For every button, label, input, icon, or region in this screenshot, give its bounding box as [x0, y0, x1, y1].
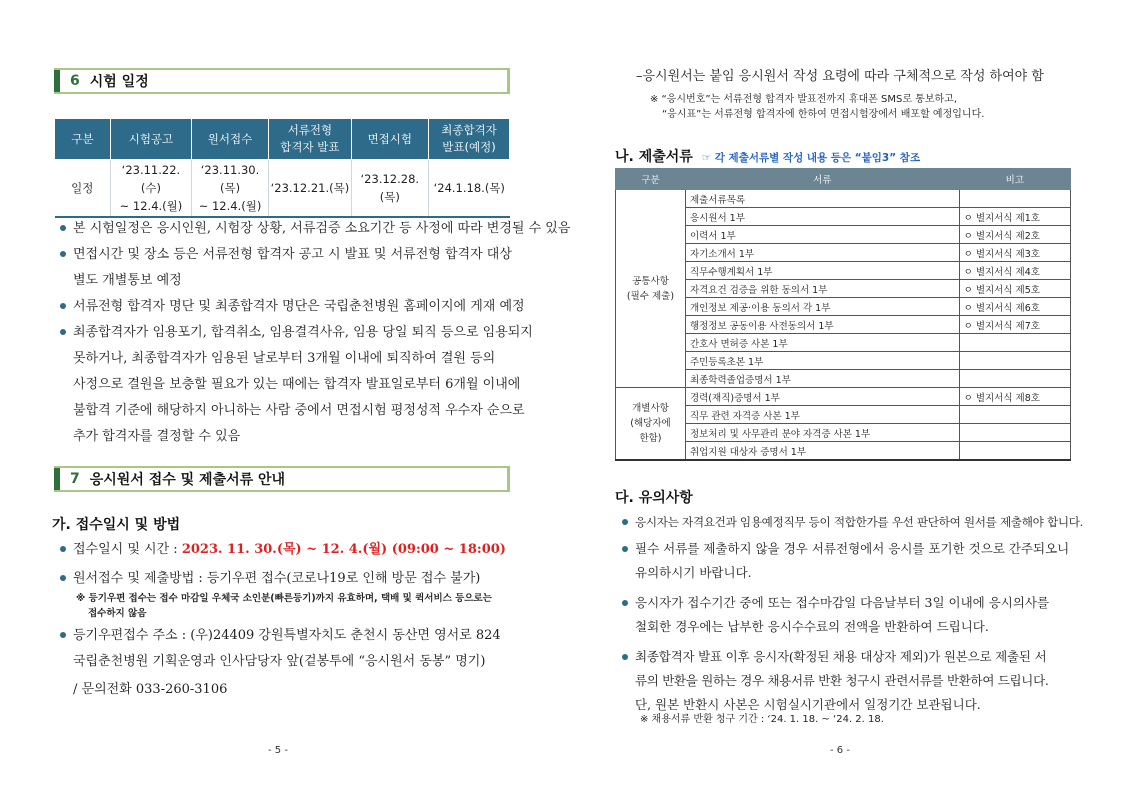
attachment-reference: ☞ 각 제출서류별 작성 내용 등은 “붙임3” 참조: [701, 152, 921, 164]
document-note: ㅇ 별지서식 제2호: [959, 226, 1070, 244]
address-info: 등기우편접수 주소 : (우)24409 강원특별자치도 춘천시 동산면 영서로 824 국립춘천병원 기획운영과 인사담당자 앞(겉봉투에 “응시원서 동봉” 명기) / 문의전화 033-260-3106: [60, 623, 520, 703]
document-note: [959, 190, 1070, 208]
document-note: ㅇ 별지서식 제4호: [959, 262, 1070, 280]
section-number: 6: [70, 73, 80, 89]
list-item: 필수 서류를 제출하지 않을 경우 서류전형에서 응시를 포기한 것으로 간주되오니: [622, 537, 1077, 561]
contact-phone: / 문의전화 033-260-3106: [73, 682, 228, 697]
document-note: ㅇ 별지서식 제1호: [959, 208, 1070, 226]
receipt-info: [60, 537, 520, 592]
documents-header: 구분: [616, 169, 686, 190]
list-item: 최종합격자 발표 이후 응시자(확정된 채용 대상자 제외)가 원본으로 제출된 서: [622, 645, 1077, 669]
list-item: 응시자가 접수기간 중에 또는 접수마감일 다음날부터 3일 이내에 응시의사를: [622, 591, 1077, 615]
document-note: [959, 442, 1070, 461]
document-name: 제출서류목록: [685, 190, 959, 208]
subheading-na: 나. 제출서류 ☞ 각 제출서류별 작성 내용 등은 “붙임3” 참조: [615, 149, 921, 165]
bullet-icon: [622, 546, 628, 552]
bullet-icon: [60, 575, 66, 581]
subheading-da: 다. 유의사항: [615, 490, 693, 506]
document-name: 이력서 1부: [685, 226, 959, 244]
document-name: 자기소개서 1부: [685, 244, 959, 262]
schedule-notes: 본 시험일정은 응시인원, 시험장 상황, 서류검증 소요기간 등 사정에 따라 변경될 수 있음 면접시간 및 장소 등은 서류전형 합격자 공고 시 발표 및 서류전형 합격자 대상 별도 개별통보 예정 서류전형 합격자 명단 및 최종합격자 명단은 국립춘천병원 홈페이지에 게재 예정 최종합격자가 임용포기, 합격취소, 임용결격사유, 임용 당일 퇴직 등으로 임용되지 못하거나, 최종합격자가 임용된 날로부터 3개월 이내에 퇴직하여 결원 등의 사정으로 결원을 보충할 필요가 있는 때에는 합격자 발표일로부터 6개월 이내에 불합격 기준에 해당하지 아니하는 사람 중에서 면접시험 평정성적 우수자 순으로 추가 합격자를 결정할 수 있음: [60, 216, 512, 450]
bullet-icon: [622, 654, 628, 660]
section-title: 응시원서 접수 및 제출서류 안내: [89, 472, 286, 488]
section-6-heading: [54, 68, 510, 94]
section-accent: [54, 468, 60, 490]
document-note: [959, 424, 1070, 442]
schedule-cell: ‘23.11.30.(목) ~ 12.4.(월): [191, 160, 268, 218]
section-accent: [54, 70, 60, 92]
list-item: 등기우편접수 주소 : (우)24409 강원특별자치도 춘천시 동산면 영서로 824: [60, 623, 520, 649]
list-item: 응시자는 자격요건과 임용예정직무 등이 적합한가를 우선 판단하여 원서를 제출해야 합니다.: [622, 510, 1077, 534]
document-note: [959, 370, 1070, 388]
return-period-note: ※ 채용서류 반환 청구 기간 : ‘24. 1. 18. ~ ‘24. 2. 18.: [640, 714, 884, 725]
list-item: 본 시험일정은 응시인원, 시험장 상황, 서류검증 소요기간 등 사정에 따라 변경될 수 있음: [60, 216, 512, 242]
section-title: 시험 일정: [89, 74, 149, 90]
document-group: 개별사항 (해당자에 한함): [616, 388, 686, 461]
section-7-heading: [54, 466, 510, 492]
document-note: ㅇ 별지서식 제5호: [959, 280, 1070, 298]
table-row: [616, 190, 1071, 208]
schedule-row: [55, 160, 510, 218]
schedule-cell: ‘23.12.28.(목): [351, 160, 428, 218]
document-name: 최종학력졸업증명서 1부: [685, 370, 959, 388]
cautions-list: 응시자는 자격요건과 임용예정직무 등이 적합한가를 우선 판단하여 원서를 제출해야 합니다. 필수 서류를 제출하지 않을 경우 서류전형에서 응시를 포기한 것으로 간주되오니 유의하시기 바랍니다. 응시자가 접수기간 중에 또는 접수마감일 다음날부터 3일 이내에 응시의사를 철회한 경우에는 납부한 응시수수료의 전액을 반환하여 드립니다. 최종합격자 발표 이후 응시자(확정된 채용 대상자 제외)가 원본으로 제출된 서 류의 반환을 원하는 경우 채용서류 반환 청구시 관련서류를 반환하여 드립니다. 단, 원본 반환시 사본은 시험실시기관에서 일정기간 보관됩니다.: [622, 510, 1077, 717]
list-item: 최종합격자가 임용포기, 합격취소, 임용결격사유, 임용 당일 퇴직 등으로 임용되지: [60, 320, 512, 346]
section-number: 7: [70, 471, 80, 487]
document-name: 개인정보 제공·이용 동의서 각 1부: [685, 298, 959, 316]
list-item: 서류전형 합격자 명단 및 최종합격자 명단은 국립춘천병원 홈페이지에 게재 예정: [60, 294, 512, 320]
documents-table: [615, 168, 1071, 461]
bullet-icon: [622, 600, 628, 606]
form-instruction-notes: ※ “응시번호”는 서류전형 합격자 발표전까지 휴대폰 SMS로 통보하고, “응시표”는 서류전형 합격자에 한하여 면접시험장에서 배포할 예정입니다.: [650, 94, 985, 120]
bullet-icon: [60, 251, 66, 257]
schedule-header: 면접시험: [351, 119, 428, 160]
document-name: 간호사 면허증 사본 1부: [685, 334, 959, 352]
subheading-ga: 가. 접수일시 및 방법: [52, 517, 181, 533]
document-note: ㅇ 별지서식 제8호: [959, 388, 1070, 406]
schedule-header: 원서접수: [191, 119, 268, 160]
page-number: - 6 -: [830, 745, 850, 756]
document-name: 주민등록초본 1부: [685, 352, 959, 370]
document-name: 행정정보 공동이용 사전동의서 1부: [685, 316, 959, 334]
document-name: 정보처리 및 사무관리 분야 자격증 사본 1부: [685, 424, 959, 442]
document-name: 경력(재직)증명서 1부: [685, 388, 959, 406]
bullet-icon: [60, 329, 66, 335]
schedule-cell: ‘24.1.18.(목): [429, 160, 510, 218]
document-note: ㅇ 별지서식 제6호: [959, 298, 1070, 316]
schedule-header: 시험공고: [111, 119, 192, 160]
document-name: 직무수행계획서 1부: [685, 262, 959, 280]
bullet-icon: [622, 519, 628, 525]
page-number: - 5 -: [268, 745, 288, 756]
document-name: 취업지원 대상자 증명서 1부: [685, 442, 959, 461]
schedule-header: 구분: [55, 119, 111, 160]
bullet-icon: [60, 225, 66, 231]
table-row: [616, 388, 1071, 406]
schedule-cell: ‘23.12.21.(목): [269, 160, 351, 218]
documents-header: 비고: [959, 169, 1070, 190]
list-item: 원서접수 및 제출방법 : 등기우편 접수(코로나19로 인해 방문 접수 불가): [60, 566, 520, 592]
bullet-icon: [60, 632, 66, 638]
document-note: [959, 352, 1070, 370]
document-group: 공통사항 (필수 제출): [616, 190, 686, 388]
schedule-table: [54, 118, 510, 218]
list-item: 접수일시 및 시간 : 2023. 11. 30.(목) ~ 12. 4.(월) (09:00 ~ 18:00): [60, 537, 520, 563]
document-note: ㅇ 별지서식 제7호: [959, 316, 1070, 334]
schedule-cell: 일정: [55, 160, 111, 218]
document-name: 자격요건 검증을 위한 동의서 1부: [685, 280, 959, 298]
document-name: 직무 관련 자격증 사본 1부: [685, 406, 959, 424]
document-note: [959, 334, 1070, 352]
documents-header: 서류: [685, 169, 959, 190]
bullet-icon: [60, 303, 66, 309]
receipt-period: 2023. 11. 30.(목) ~ 12. 4.(월) (09:00 ~ 18:00): [181, 542, 506, 557]
list-item: 면접시간 및 장소 등은 서류전형 합격자 공고 시 발표 및 서류전형 합격자 대상: [60, 242, 512, 268]
document-note: ㅇ 별지서식 제3호: [959, 244, 1070, 262]
document-note: [959, 406, 1070, 424]
receipt-note: ※ 등기우편 접수는 접수 마감일 우체국 소인분(빠른등기)까지 유효하며, 택배 및 퀵서비스 등으로는 접수하지 않음: [76, 593, 492, 619]
bullet-icon: [60, 546, 66, 552]
schedule-cell: ‘23.11.22.(수) ~ 12.4.(월): [111, 160, 192, 218]
schedule-header: 최종합격자 발표(예정): [429, 119, 510, 160]
schedule-header: 서류전형 합격자 발표: [269, 119, 351, 160]
document-name: 응시원서 1부: [685, 208, 959, 226]
form-instruction: –응시원서는 붙임 응시원서 작성 요령에 따라 구체적으로 작성 하여야 함: [636, 69, 1044, 84]
